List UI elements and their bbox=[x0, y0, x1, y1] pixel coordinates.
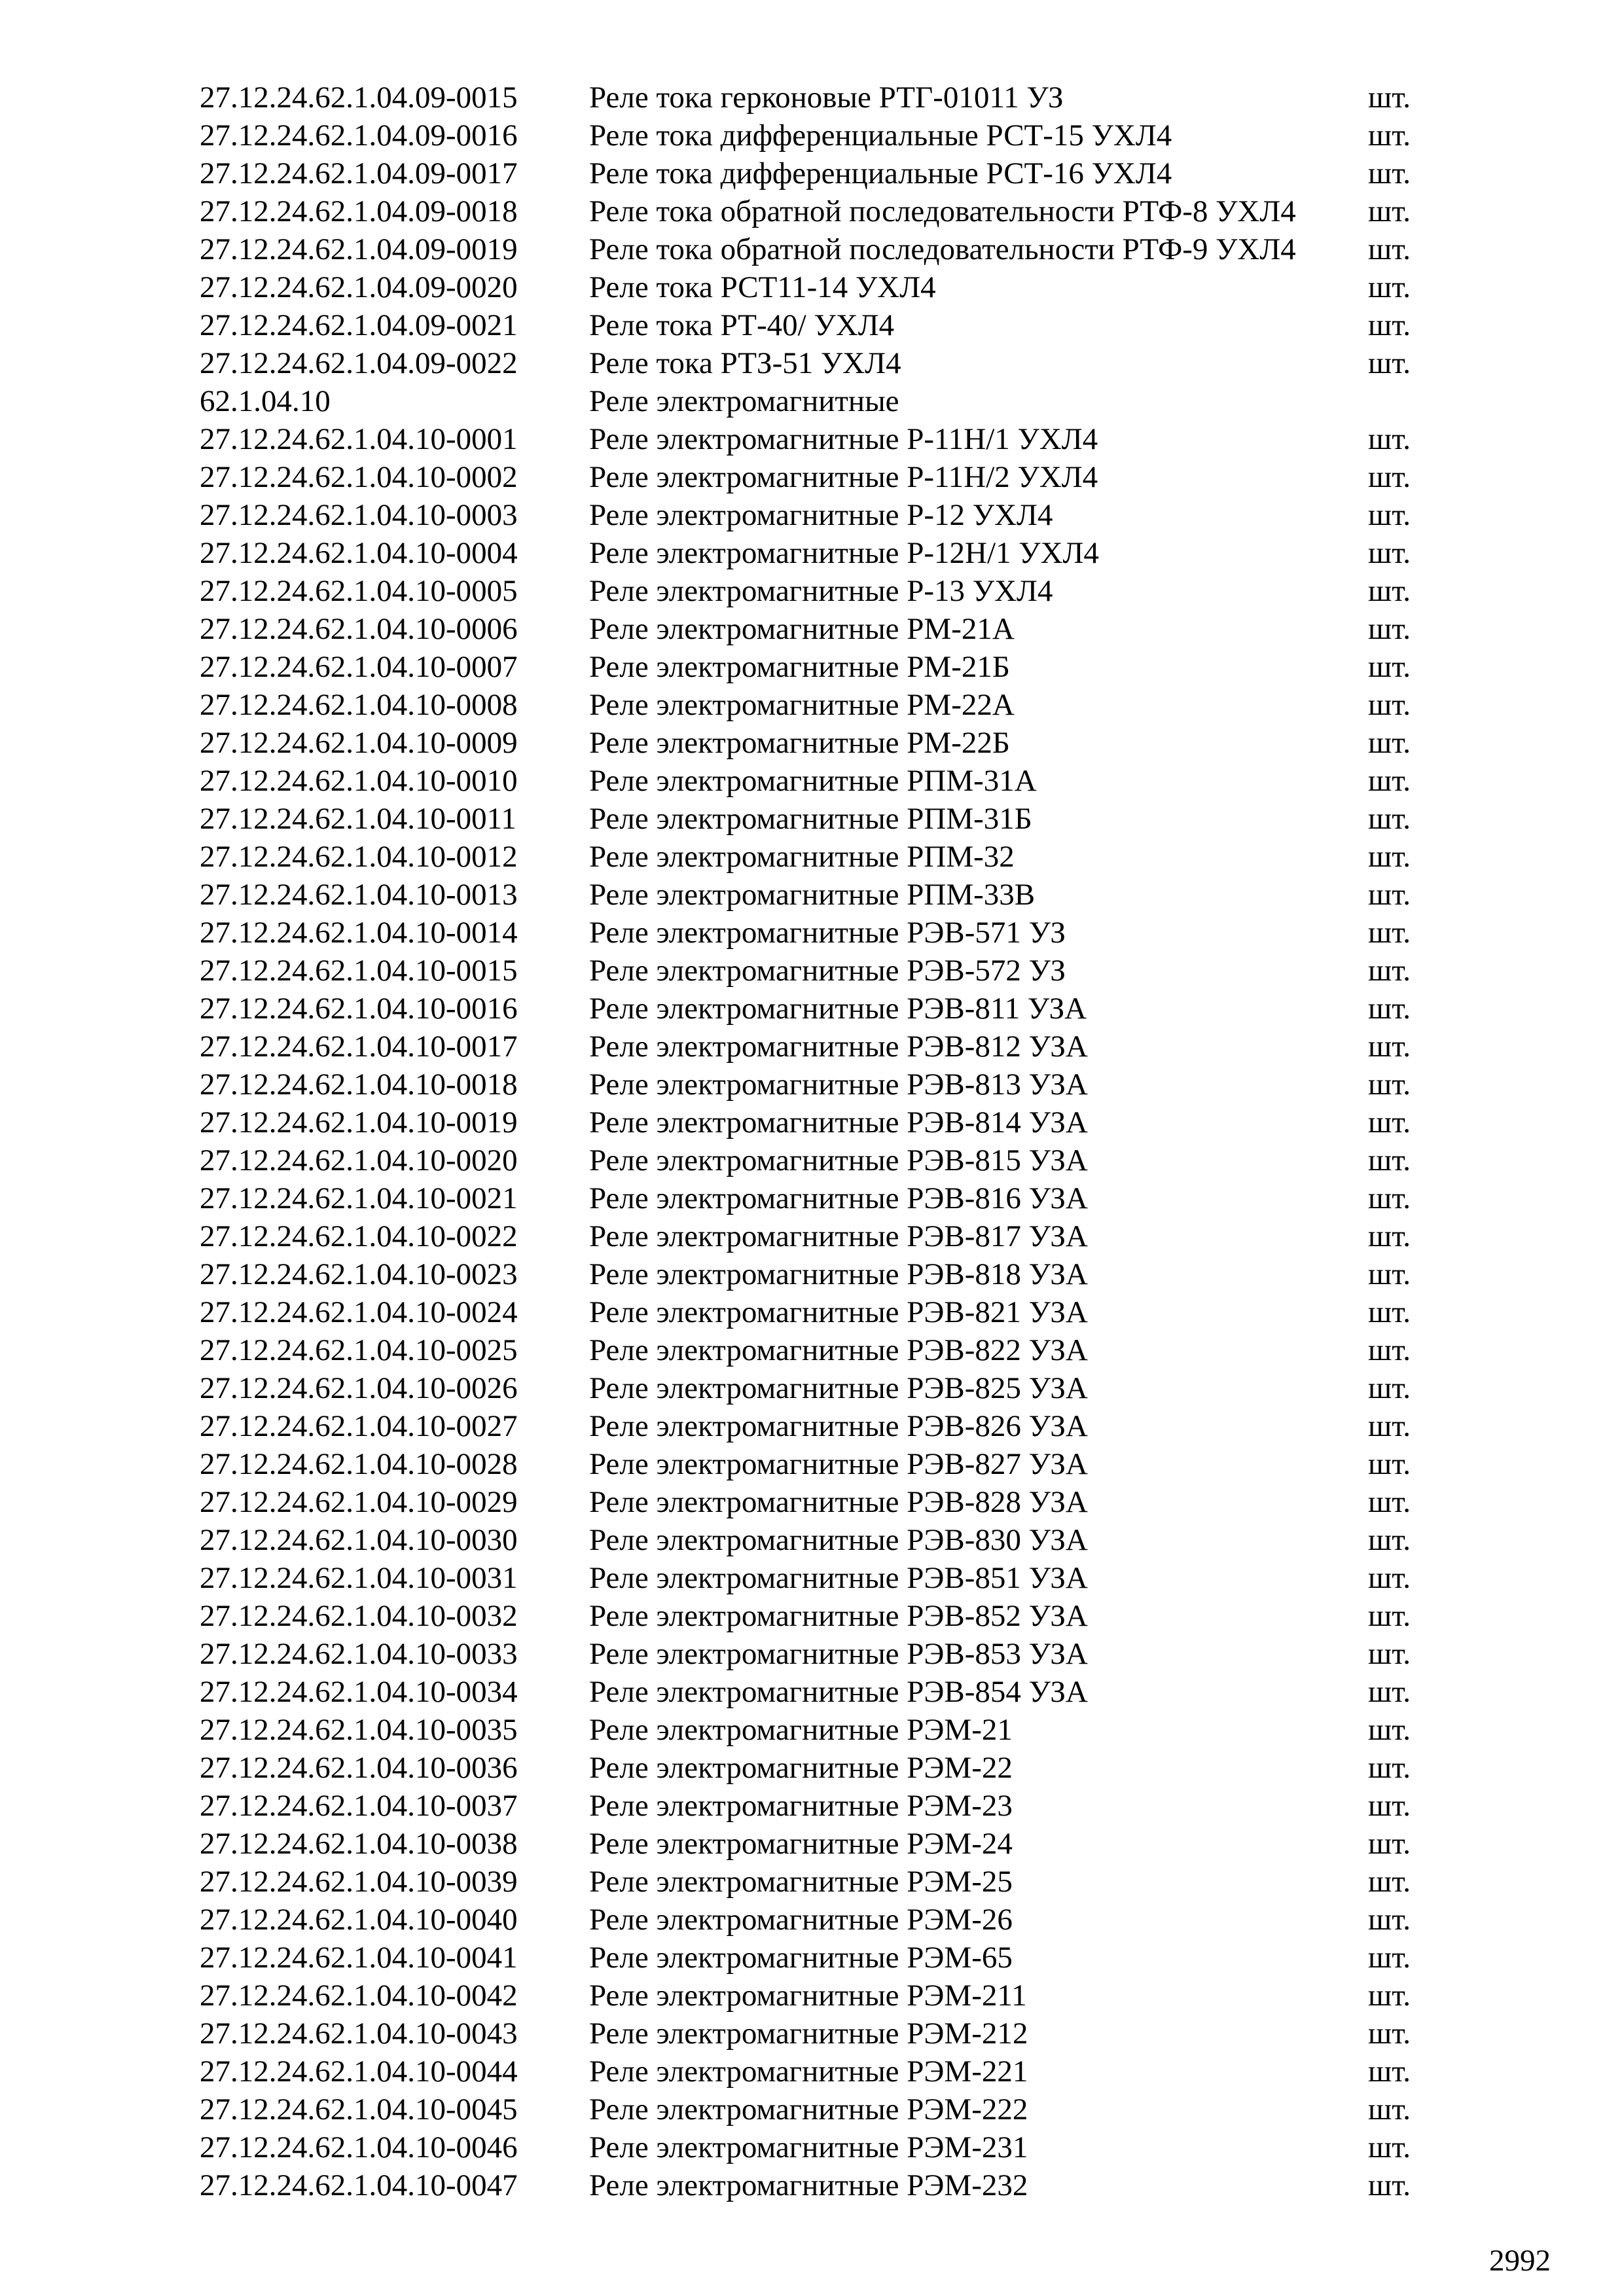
table-row bbox=[0, 610, 1624, 648]
item-name: Реле электромагнитные РЭМ-65 bbox=[589, 1941, 1013, 1975]
item-code: 27.12.24.62.1.04.10-0018 bbox=[200, 1067, 518, 1102]
item-name: Реле электромагнитные РЭМ-25 bbox=[589, 1865, 1013, 1899]
item-unit: шт. bbox=[1368, 2092, 1411, 2126]
table-row bbox=[0, 1103, 1624, 1141]
item-name: Реле электромагнитные РМ-21А bbox=[589, 612, 1015, 646]
table-row bbox=[0, 1066, 1624, 1103]
item-code: 27.12.24.62.1.04.10-0022 bbox=[200, 1219, 518, 1253]
table-row bbox=[0, 838, 1624, 876]
item-code: 27.12.24.62.1.04.10-0027 bbox=[200, 1409, 518, 1443]
item-unit: шт. bbox=[1368, 1941, 1411, 1975]
table-row bbox=[0, 192, 1624, 230]
item-unit: шт. bbox=[1368, 422, 1411, 456]
item-name: Реле электромагнитные РЭМ-21 bbox=[589, 1713, 1013, 1747]
item-name: Реле электромагнитные РЭМ-211 bbox=[589, 1979, 1027, 2013]
item-unit: шт. bbox=[1368, 650, 1411, 684]
item-unit: шт. bbox=[1368, 1447, 1411, 1481]
table-row bbox=[0, 1141, 1624, 1179]
item-name: Реле электромагнитные РЭВ-853 УЗА bbox=[589, 1637, 1088, 1671]
item-name: Реле электромагнитные РПМ-31Б bbox=[589, 802, 1032, 836]
table-row bbox=[0, 2166, 1624, 2204]
item-code: 27.12.24.62.1.04.10-0011 bbox=[200, 802, 516, 836]
item-unit: шт. bbox=[1368, 916, 1411, 950]
table-row bbox=[0, 1483, 1624, 1521]
table-row bbox=[0, 420, 1624, 458]
item-code: 27.12.24.62.1.04.10-0033 bbox=[200, 1637, 518, 1671]
item-code: 27.12.24.62.1.04.10-0016 bbox=[200, 992, 518, 1026]
item-code: 27.12.24.62.1.04.10-0001 bbox=[200, 422, 518, 456]
item-name: Реле электромагнитные РЭВ-813 УЗА bbox=[589, 1067, 1088, 1102]
item-unit: шт. bbox=[1368, 802, 1411, 836]
item-name: Реле электромагнитные РЭМ-212 bbox=[589, 2017, 1028, 2051]
item-name: Реле тока РТЗ-51 УХЛ4 bbox=[589, 346, 901, 380]
table-row bbox=[0, 1445, 1624, 1483]
table-row bbox=[0, 914, 1624, 952]
item-code: 27.12.24.62.1.04.10-0042 bbox=[200, 1979, 518, 2013]
item-name: Реле электромагнитные РЭВ-572 УЗ bbox=[589, 954, 1066, 988]
item-code: 27.12.24.62.1.04.10-0009 bbox=[200, 726, 518, 760]
table-row bbox=[0, 1711, 1624, 1749]
item-name: Реле электромагнитные РМ-22А bbox=[589, 688, 1015, 722]
item-unit: шт. bbox=[1368, 1295, 1411, 1329]
item-unit: шт. bbox=[1368, 1979, 1411, 2013]
table-row bbox=[0, 724, 1624, 762]
item-code: 27.12.24.62.1.04.09-0017 bbox=[200, 156, 518, 190]
table-row bbox=[0, 1673, 1624, 1711]
table-row bbox=[0, 1217, 1624, 1255]
item-code: 27.12.24.62.1.04.10-0004 bbox=[200, 536, 518, 570]
table-row bbox=[0, 534, 1624, 572]
table-row bbox=[0, 79, 1624, 117]
table-row bbox=[0, 382, 1624, 420]
table-row bbox=[0, 2128, 1624, 2166]
item-unit: шт. bbox=[1368, 1485, 1411, 1519]
item-code: 27.12.24.62.1.04.10-0032 bbox=[200, 1599, 518, 1633]
item-unit: шт. bbox=[1368, 574, 1411, 608]
item-name: Реле электромагнитные РЭМ-26 bbox=[589, 1903, 1013, 1937]
item-name: Реле электромагнитные РЭВ-830 УЗА bbox=[589, 1523, 1088, 1557]
item-unit: шт. bbox=[1368, 1409, 1411, 1443]
table-row bbox=[0, 762, 1624, 800]
item-name: Реле электромагнитные РЭВ-826 УЗА bbox=[589, 1409, 1088, 1443]
item-name: Реле электромагнитные bbox=[589, 384, 899, 418]
item-name: Реле тока РСТ11-14 УХЛ4 bbox=[589, 270, 936, 304]
item-name: Реле электромагнитные РЭВ-854 УЗА bbox=[589, 1675, 1088, 1709]
item-code: 27.12.24.62.1.04.10-0014 bbox=[200, 916, 518, 950]
item-code: 27.12.24.62.1.04.09-0019 bbox=[200, 232, 518, 266]
item-unit: шт. bbox=[1368, 1143, 1411, 1177]
item-code: 27.12.24.62.1.04.10-0045 bbox=[200, 2092, 518, 2126]
item-code: 27.12.24.62.1.04.10-0031 bbox=[200, 1561, 518, 1595]
item-code: 27.12.24.62.1.04.10-0006 bbox=[200, 612, 518, 646]
item-name: Реле электромагнитные РЭМ-24 bbox=[589, 1827, 1013, 1861]
table-row bbox=[0, 458, 1624, 496]
table-row bbox=[0, 1255, 1624, 1293]
item-unit: шт. bbox=[1368, 1789, 1411, 1823]
item-unit: шт. bbox=[1368, 1371, 1411, 1405]
item-code: 27.12.24.62.1.04.10-0046 bbox=[200, 2130, 518, 2164]
table-row bbox=[0, 344, 1624, 382]
item-name: Реле электромагнитные РЭВ-816 УЗА bbox=[589, 1181, 1088, 1215]
item-code: 27.12.24.62.1.04.10-0005 bbox=[200, 574, 518, 608]
item-code: 27.12.24.62.1.04.09-0016 bbox=[200, 118, 518, 152]
item-code: 27.12.24.62.1.04.10-0021 bbox=[200, 1181, 518, 1215]
item-unit: шт. bbox=[1368, 1333, 1411, 1367]
item-code: 62.1.04.10 bbox=[200, 384, 331, 418]
table-row bbox=[0, 1787, 1624, 1825]
item-code: 27.12.24.62.1.04.10-0013 bbox=[200, 878, 518, 912]
item-code: 27.12.24.62.1.04.10-0044 bbox=[200, 2054, 518, 2089]
table-row bbox=[0, 2015, 1624, 2053]
item-unit: шт. bbox=[1368, 1903, 1411, 1937]
table-row bbox=[0, 496, 1624, 534]
item-name: Реле тока обратной последовательности РТФ-8 УХЛ4 bbox=[589, 194, 1296, 228]
item-code: 27.12.24.62.1.04.10-0025 bbox=[200, 1333, 518, 1367]
item-code: 27.12.24.62.1.04.10-0002 bbox=[200, 460, 518, 494]
item-code: 27.12.24.62.1.04.10-0043 bbox=[200, 2017, 518, 2051]
item-name: Реле электромагнитные РМ-22Б bbox=[589, 726, 1010, 760]
item-unit: шт. bbox=[1368, 232, 1411, 266]
item-unit: шт. bbox=[1368, 2017, 1411, 2051]
item-code: 27.12.24.62.1.04.10-0041 bbox=[200, 1941, 518, 1975]
table-row bbox=[0, 648, 1624, 686]
table-row bbox=[0, 952, 1624, 990]
item-code: 27.12.24.62.1.04.10-0029 bbox=[200, 1485, 518, 1519]
item-name: Реле электромагнитные РЭМ-221 bbox=[589, 2054, 1028, 2089]
item-code: 27.12.24.62.1.04.10-0023 bbox=[200, 1257, 518, 1291]
item-name: Реле электромагнитные РЭВ-851 УЗА bbox=[589, 1561, 1088, 1595]
item-unit: шт. bbox=[1368, 1751, 1411, 1785]
item-unit: шт. bbox=[1368, 1105, 1411, 1139]
item-unit: шт. bbox=[1368, 346, 1411, 380]
table-row bbox=[0, 1825, 1624, 1863]
table-row bbox=[0, 1863, 1624, 1901]
item-name: Реле электромагнитные РЭВ-812 УЗА bbox=[589, 1030, 1088, 1064]
item-unit: шт. bbox=[1368, 1181, 1411, 1215]
item-unit: шт. bbox=[1368, 118, 1411, 152]
table-row bbox=[0, 1749, 1624, 1787]
item-unit: шт. bbox=[1368, 156, 1411, 190]
item-unit: шт. bbox=[1368, 1523, 1411, 1557]
table-row bbox=[0, 1407, 1624, 1445]
item-code: 27.12.24.62.1.04.09-0020 bbox=[200, 270, 518, 304]
item-name: Реле электромагнитные РЭВ-852 УЗА bbox=[589, 1599, 1088, 1633]
table-row bbox=[0, 230, 1624, 268]
item-code: 27.12.24.62.1.04.09-0015 bbox=[200, 81, 518, 115]
table-row bbox=[0, 2090, 1624, 2128]
item-unit: шт. bbox=[1368, 1219, 1411, 1253]
item-name: Реле электромагнитные РЭМ-22 bbox=[589, 1751, 1013, 1785]
item-name: Реле электромагнитные РЭВ-825 УЗА bbox=[589, 1371, 1088, 1405]
item-name: Реле электромагнитные Р-13 УХЛ4 bbox=[589, 574, 1053, 608]
table-row bbox=[0, 1939, 1624, 1977]
table-row bbox=[0, 1901, 1624, 1939]
item-name: Реле тока герконовые РТГ-01011 УЗ bbox=[589, 81, 1064, 115]
item-code: 27.12.24.62.1.04.10-0038 bbox=[200, 1827, 518, 1861]
item-name: Реле электромагнитные Р-11Н/1 УХЛ4 bbox=[589, 422, 1098, 456]
table-row bbox=[0, 686, 1624, 724]
item-unit: шт. bbox=[1368, 878, 1411, 912]
item-code: 27.12.24.62.1.04.10-0020 bbox=[200, 1143, 518, 1177]
item-unit: шт. bbox=[1368, 1030, 1411, 1064]
table-row bbox=[0, 990, 1624, 1028]
item-unit: шт. bbox=[1368, 308, 1411, 342]
item-unit: шт. bbox=[1368, 954, 1411, 988]
item-name: Реле электромагнитные РЭВ-827 УЗА bbox=[589, 1447, 1088, 1481]
item-code: 27.12.24.62.1.04.09-0022 bbox=[200, 346, 518, 380]
item-unit: шт. bbox=[1368, 1713, 1411, 1747]
table-row bbox=[0, 1331, 1624, 1369]
item-unit: шт. bbox=[1368, 1865, 1411, 1899]
item-code: 27.12.24.62.1.04.10-0017 bbox=[200, 1030, 518, 1064]
item-unit: шт. bbox=[1368, 688, 1411, 722]
item-name: Реле тока дифференциальные РСТ-16 УХЛ4 bbox=[589, 156, 1172, 190]
item-unit: шт. bbox=[1368, 2130, 1411, 2164]
item-code: 27.12.24.62.1.04.09-0018 bbox=[200, 194, 518, 228]
item-code: 27.12.24.62.1.04.10-0034 bbox=[200, 1675, 518, 1709]
table-row bbox=[0, 1179, 1624, 1217]
item-name: Реле электромагнитные РЭМ-232 bbox=[589, 2168, 1028, 2202]
item-code: 27.12.24.62.1.04.10-0019 bbox=[200, 1105, 518, 1139]
item-unit: шт. bbox=[1368, 81, 1411, 115]
item-code: 27.12.24.62.1.04.10-0037 bbox=[200, 1789, 518, 1823]
item-code: 27.12.24.62.1.04.10-0028 bbox=[200, 1447, 518, 1481]
item-unit: шт. bbox=[1368, 498, 1411, 532]
item-name: Реле электромагнитные РЭВ-818 УЗА bbox=[589, 1257, 1088, 1291]
table-row bbox=[0, 1635, 1624, 1673]
item-name: Реле тока дифференциальные РСТ-15 УХЛ4 bbox=[589, 118, 1172, 152]
item-name: Реле электромагнитные РЭМ-231 bbox=[589, 2130, 1028, 2164]
table-row bbox=[0, 1559, 1624, 1597]
item-unit: шт. bbox=[1368, 1067, 1411, 1102]
item-code: 27.12.24.62.1.04.10-0047 bbox=[200, 2168, 518, 2202]
item-code: 27.12.24.62.1.04.10-0015 bbox=[200, 954, 518, 988]
item-name: Реле тока РТ-40/ УХЛ4 bbox=[589, 308, 895, 342]
table-row bbox=[0, 117, 1624, 154]
item-code: 27.12.24.62.1.04.10-0008 bbox=[200, 688, 518, 722]
table-row bbox=[0, 1293, 1624, 1331]
item-name: Реле электромагнитные РЭВ-815 УЗА bbox=[589, 1143, 1088, 1177]
item-unit: шт. bbox=[1368, 1257, 1411, 1291]
item-name: Реле электромагнитные РЭВ-811 УЗА bbox=[589, 992, 1087, 1026]
item-unit: шт. bbox=[1368, 270, 1411, 304]
table-row bbox=[0, 1369, 1624, 1407]
item-unit: шт. bbox=[1368, 840, 1411, 874]
item-name: Реле электромагнитные РПМ-31А bbox=[589, 764, 1037, 798]
item-name: Реле электромагнитные РЭВ-822 УЗА bbox=[589, 1333, 1088, 1367]
item-code: 27.12.24.62.1.04.09-0021 bbox=[200, 308, 518, 342]
item-unit: шт. bbox=[1368, 194, 1411, 228]
table-row bbox=[0, 1977, 1624, 2015]
item-unit: шт. bbox=[1368, 1637, 1411, 1671]
item-name: Реле электромагнитные РЭВ-814 УЗА bbox=[589, 1105, 1088, 1139]
item-name: Реле электромагнитные Р-12 УХЛ4 bbox=[589, 498, 1053, 532]
item-code: 27.12.24.62.1.04.10-0036 bbox=[200, 1751, 518, 1785]
table-row bbox=[0, 1597, 1624, 1635]
item-code: 27.12.24.62.1.04.10-0007 bbox=[200, 650, 518, 684]
item-unit: шт. bbox=[1368, 726, 1411, 760]
table-row bbox=[0, 876, 1624, 914]
table-row bbox=[0, 2053, 1624, 2090]
table-row bbox=[0, 306, 1624, 344]
item-code: 27.12.24.62.1.04.10-0010 bbox=[200, 764, 518, 798]
item-code: 27.12.24.62.1.04.10-0040 bbox=[200, 1903, 518, 1937]
item-name: Реле электромагнитные РЭМ-222 bbox=[589, 2092, 1028, 2126]
item-name: Реле электромагнитные РЭВ-828 УЗА bbox=[589, 1485, 1088, 1519]
item-code: 27.12.24.62.1.04.10-0024 bbox=[200, 1295, 518, 1329]
item-name: Реле электромагнитные РПМ-32 bbox=[589, 840, 1015, 874]
item-name: Реле электромагнитные РЭВ-571 УЗ bbox=[589, 916, 1066, 950]
item-name: Реле тока обратной последовательности РТФ-9 УХЛ4 bbox=[589, 232, 1296, 266]
item-code: 27.12.24.62.1.04.10-0030 bbox=[200, 1523, 518, 1557]
item-name: Реле электромагнитные РЭМ-23 bbox=[589, 1789, 1013, 1823]
item-unit: шт. bbox=[1368, 1827, 1411, 1861]
item-unit: шт. bbox=[1368, 1675, 1411, 1709]
item-name: Реле электромагнитные РПМ-33В bbox=[589, 878, 1036, 912]
item-code: 27.12.24.62.1.04.10-0026 bbox=[200, 1371, 518, 1405]
item-unit: шт. bbox=[1368, 460, 1411, 494]
item-unit: шт. bbox=[1368, 536, 1411, 570]
item-name: Реле электромагнитные Р-11Н/2 УХЛ4 bbox=[589, 460, 1098, 494]
table-row bbox=[0, 154, 1624, 192]
table-row bbox=[0, 1028, 1624, 1066]
item-name: Реле электромагнитные РЭВ-821 УЗА bbox=[589, 1295, 1088, 1329]
item-code: 27.12.24.62.1.04.10-0003 bbox=[200, 498, 518, 532]
item-unit: шт. bbox=[1368, 612, 1411, 646]
item-name: Реле электромагнитные РЭВ-817 УЗА bbox=[589, 1219, 1088, 1253]
table-row bbox=[0, 572, 1624, 610]
item-name: Реле электромагнитные Р-12Н/1 УХЛ4 bbox=[589, 536, 1099, 570]
item-code: 27.12.24.62.1.04.10-0035 bbox=[200, 1713, 518, 1747]
item-unit: шт. bbox=[1368, 1599, 1411, 1633]
item-unit: шт. bbox=[1368, 992, 1411, 1026]
item-unit: шт. bbox=[1368, 764, 1411, 798]
item-name: Реле электромагнитные РМ-21Б bbox=[589, 650, 1010, 684]
table-row bbox=[0, 268, 1624, 306]
item-unit: шт. bbox=[1368, 2054, 1411, 2089]
item-code: 27.12.24.62.1.04.10-0039 bbox=[200, 1865, 518, 1899]
table-row bbox=[0, 800, 1624, 838]
page-number: 2992 bbox=[1489, 2244, 1551, 2278]
item-code: 27.12.24.62.1.04.10-0012 bbox=[200, 840, 518, 874]
item-unit: шт. bbox=[1368, 1561, 1411, 1595]
table-row bbox=[0, 1521, 1624, 1559]
item-unit: шт. bbox=[1368, 2168, 1411, 2202]
